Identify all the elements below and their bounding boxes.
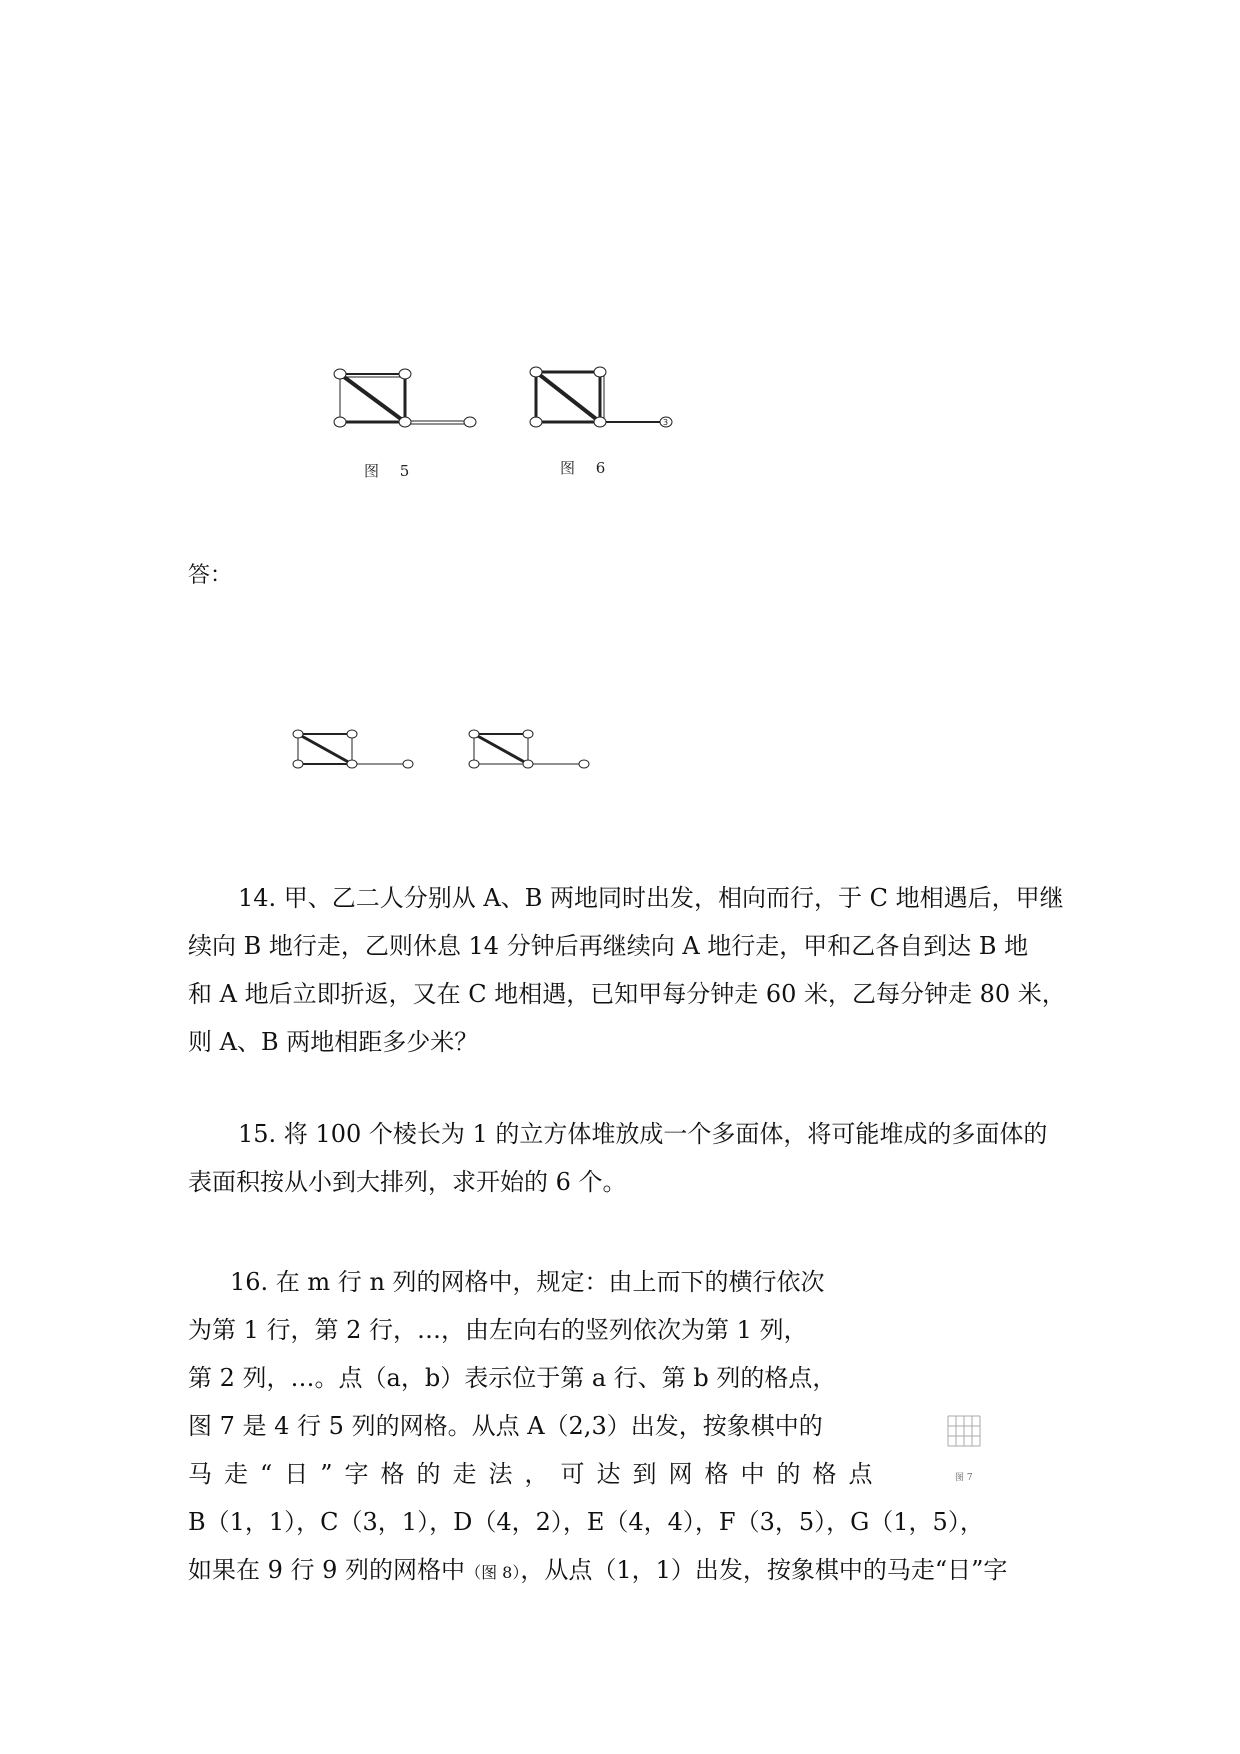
- figure-6-node-label: 3: [663, 418, 669, 427]
- figure-5: [330, 366, 490, 432]
- figure-7-caption: 图 7: [955, 1473, 973, 1483]
- problem-15-line: 15. 将 100 个棱长为 1 的立方体堆放成一个多面体，将可能堆成的多面体的: [238, 1120, 1048, 1148]
- problem-16-line: 图 7 是 4 行 5 列的网格。从点 A（2,3）出发，按象棋中的: [188, 1412, 823, 1440]
- problem-16-line: 为第 1 行，第 2 行，…，由左向右的竖列依次为第 1 列，: [188, 1316, 808, 1344]
- figure-6: [526, 366, 686, 432]
- problem-16-last-line-after: ，从点（1，1）出发，按象棋中的马走“日”字: [520, 1556, 1008, 1584]
- problem-14-line: 续向 B 地行走，乙则休息 14 分钟后再继续向 A 地行走，甲和乙各自到达 B 地: [188, 932, 1029, 960]
- answer-figure-2: [466, 728, 596, 770]
- problem-14: [188, 874, 1066, 1066]
- problem-16-line: 16. 在 m 行 n 列的网格中，规定：由上而下的横行依次: [230, 1268, 825, 1296]
- problem-15: [188, 1110, 1047, 1206]
- figure-8-reference: （图 8）: [465, 1563, 521, 1582]
- problem-14-line: 和 A 地后立即折返，又在 C 地相遇，已知甲每分钟走 60 米，乙每分钟走 80 米，: [188, 980, 1066, 1008]
- figure-5-caption: 图 5: [364, 462, 418, 480]
- answer-label: 答：: [188, 563, 233, 588]
- problem-14-line: 则 A、B 两地相距多少米？: [188, 1028, 479, 1056]
- problem-16: [188, 1258, 1007, 1597]
- problem-16-last-line-before: 如果在 9 行 9 列的网格中: [188, 1556, 466, 1584]
- figure-6-caption: 图 6: [560, 459, 614, 477]
- problem-15-line: 表面积按从小到大排列，求开始的 6 个。: [188, 1168, 627, 1196]
- problem-16-line: 第 2 列，…。点（a，b）表示位于第 a 行、第 b 列的格点，: [188, 1364, 837, 1392]
- answer-figure-1: [290, 728, 420, 770]
- problem-16-line: B（1，1），C（3，1），D（4，2），E（4，4），F（3，5），G（1，5），: [188, 1508, 984, 1536]
- problem-16-last-line: [188, 1546, 1007, 1597]
- problem-16-line: 马走“日”字格的走法，可达到网格中的格点: [188, 1460, 885, 1488]
- problem-14-line: 14. 甲、乙二人分别从 A、B 两地同时出发，相向而行，于 C 地相遇后，甲继: [238, 884, 1064, 912]
- figure-7: [940, 1408, 990, 1468]
